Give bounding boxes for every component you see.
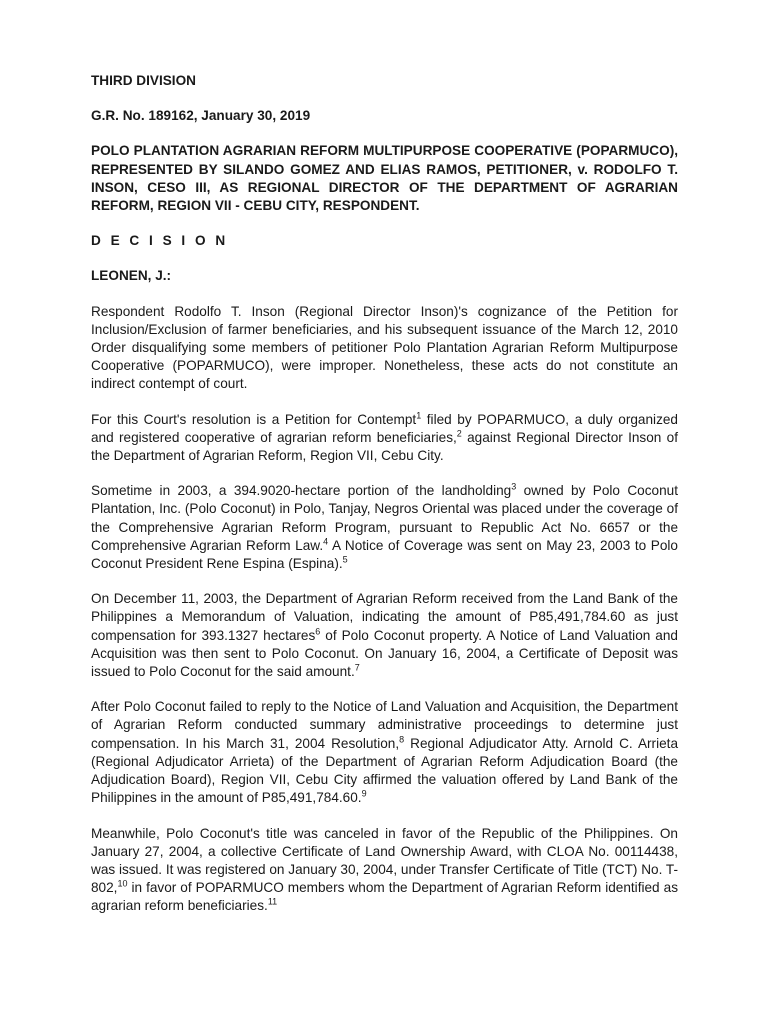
text-run: in favor of POPARMUCO members whom the Department of Agrarian Reform identified as agrarian reform beneficiaries.	[91, 880, 678, 914]
gr-number: G.R. No. 189162, January 30, 2019	[91, 108, 311, 124]
text-run: Sometime in 2003, a 394.9020-hectare portion of the landholding	[91, 483, 512, 499]
footnote-ref[interactable]: 6	[315, 626, 321, 637]
text-run: filed by POPARMUCO, a duly organized and registered cooperative of agrarian reform beneficiaries,	[91, 411, 678, 445]
footnote-ref[interactable]: 4	[323, 536, 329, 547]
footnote-ref[interactable]: 9	[361, 788, 367, 799]
text-run: On December 11, 2003, the Department of Agrarian Reform received from the Land Bank of the Philippines a Memorandum of Valuation, indicating the amount of P85,491,784.60 as just compensation for 393.1327 hectares	[91, 591, 678, 643]
division-heading: THIRD DIVISION	[91, 73, 196, 88]
footnote-ref[interactable]: 8	[399, 734, 405, 745]
decision-label: D E C I S I O N	[91, 233, 229, 249]
footnote-ref[interactable]: 5	[342, 554, 348, 565]
text-run: against Regional Director Inson of the Department of Agrarian Reform, Region VII, Cebu City.	[91, 429, 678, 464]
paragraph-1: Respondent Rodolfo T. Inson (Regional Director Inson)'s cognizance of the Petition for Inclusion/Exclusion of farmer beneficiaries, and his subsequent issuance of the March 12, 2010 Order disqualifying some members of petitioner Polo Plantation Agrarian Reform Multipurpose Cooperative (POPARMUCO), were improper. Nonetheless, these acts do not constitute an indirect contempt of court.	[91, 303, 678, 392]
footnote-ref[interactable]: 7	[354, 662, 360, 673]
paragraph-6	[91, 825, 678, 916]
case-title: POLO PLANTATION AGRARIAN REFORM MULTIPURPOSE COOPERATIVE (POPARMUCO), REPRESENTED BY SILANDO GOMEZ AND ELIAS RAMOS, PETITIONER, v. RODOLFO T. INSON, CESO III, AS REGIONAL DIRECTOR OF THE DEPARTMENT OF AGRARIAN REFORM, REGION VII - CEBU CITY, RESPONDENT.	[91, 143, 678, 214]
text-run: Meanwhile, Polo Coconut's title was canceled in favor of the Republic of the Philippines. On January 27, 2004, a collective Certificate of Land Ownership Award, with CLOA No. 00114438, was issued. It was registered on January 30, 2004, under Transfer Certificate of Title (TCT) No. T-802,	[91, 825, 678, 896]
footnote-ref[interactable]: 1	[416, 410, 422, 421]
paragraph-2	[91, 411, 678, 466]
text-run: For this Court's resolution is a Petition for Contempt	[91, 411, 417, 427]
text-run: of Polo Coconut property. A Notice of Land Valuation and Acquisition was then sent to Polo Coconut. On January 16, 2004, a Certificate of Deposit was issued to Polo Coconut for the said amount.	[91, 627, 678, 680]
paragraph-3	[91, 482, 678, 573]
text-run: A Notice of Coverage was sent on May 23, 2003 to Polo Coconut President Rene Espina (Espina).	[91, 537, 678, 572]
text-run: Regional Adjudicator Atty. Arnold C. Arrieta (Regional Adjudicator Arrieta) of the Department of Agrarian Reform Adjudication Board (the Adjudication Board), Region VII, Cebu City affirmed the valuation offered by Land Bank of the Philippines in the amount of P85,491,784.60.	[91, 735, 678, 806]
paragraph-4	[91, 590, 678, 681]
ponente: LEONEN, J.:	[91, 268, 172, 284]
footnote-ref[interactable]: 11	[267, 896, 278, 907]
paragraph-5	[91, 698, 678, 807]
footnote-ref[interactable]: 2	[456, 428, 462, 439]
footnote-ref[interactable]: 3	[511, 481, 517, 492]
text-run: After Polo Coconut failed to reply to the Notice of Land Valuation and Acquisition, the Department of Agrarian Reform conducted summary administrative proceedings to determine just compensation. In his March 31, 2004 Resolution,	[91, 699, 678, 751]
footnote-ref[interactable]: 10	[117, 878, 128, 889]
text-run: owned by Polo Coconut Plantation, Inc. (Polo Coconut) in Polo, Tanjay, Negros Oriental was placed under the coverage of the Comprehensive Agrarian Reform Program, pursuant to Republic Act No. 6657 or the Comprehensive Agrarian Reform Law.	[91, 483, 678, 553]
